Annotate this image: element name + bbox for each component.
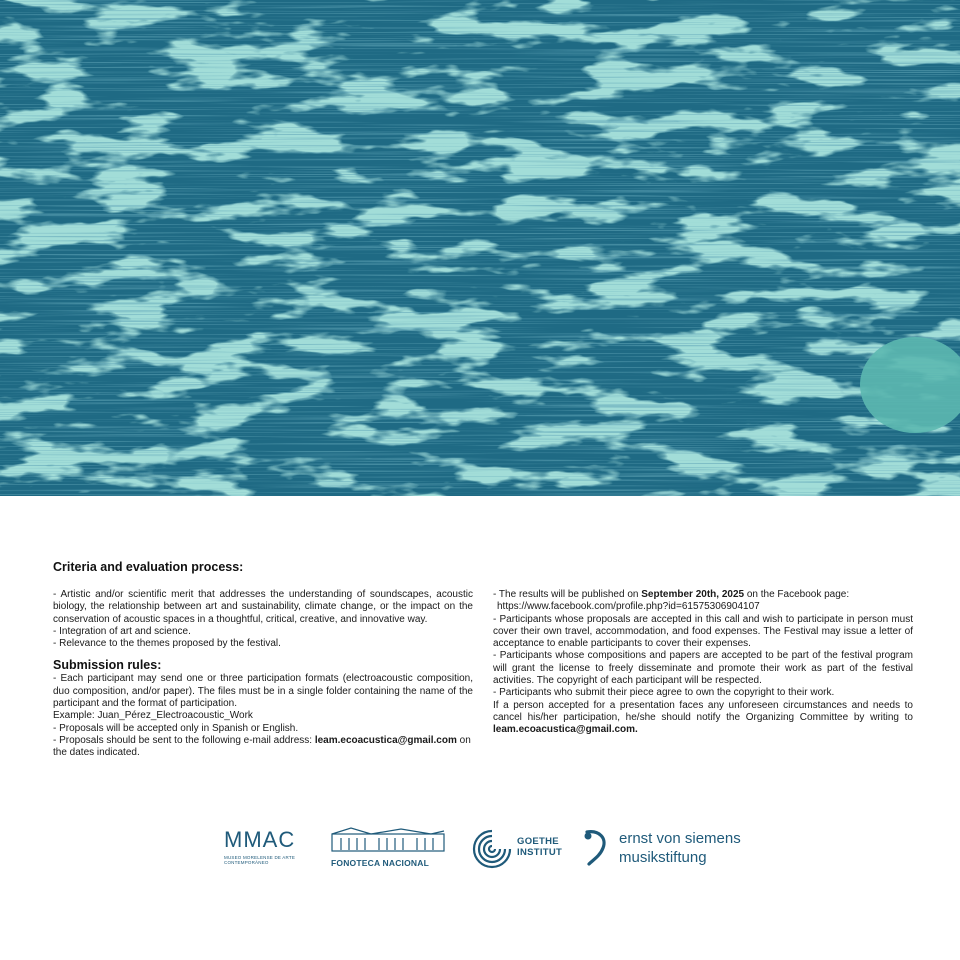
submission-item: - Proposals will be accepted only in Spanish or English. — [53, 722, 299, 734]
cancel-email-link[interactable]: leam.ecoacustica@gmail.com. — [493, 724, 638, 736]
mmac-letters: MMAC — [224, 827, 296, 852]
submission-heading: Submission rules: — [53, 658, 162, 673]
submission-example: Example: Juan_Pérez_Electroacoustic_Work — [53, 710, 253, 722]
left-column — [53, 560, 473, 760]
siemens-line2: musikstiftung — [619, 849, 707, 866]
criteria-item: - Artistic and/or scientific merit that addresses the understanding of soundscapes, acoustic biology, the relationship between art and sustainability, climate change, or the impact on the conservation of acoustic spaces in a thoughtful, critical, creative, and innovative way. — [53, 589, 473, 625]
results-intro: - The results will be published on — [493, 589, 642, 600]
submission-email-outro: on the dates indicated. — [53, 734, 471, 759]
goethe-logo — [471, 828, 563, 875]
goethe-line1: GOETHE — [517, 836, 559, 847]
goethe-name — [517, 836, 562, 858]
submission-email-link[interactable]: leam.ecoacustica@gmail.com — [314, 734, 457, 746]
fonoteca-building-icon — [331, 826, 445, 852]
siemens-line1: ernst von siemens — [619, 830, 741, 847]
goethe-spiral-icon — [471, 828, 513, 870]
siemens-clef-icon — [581, 826, 611, 868]
criteria-item: - Relevance to the themes proposed by the festival. — [53, 638, 281, 650]
mmac-subtitle: MUSEO MORELENSE DE ARTE CONTEMPORÁNEO — [224, 855, 296, 865]
license-item: - Participants whose compositions and papers are accepted to be part of the festival program will grant the license to freely disseminate and promote their work as part of the festival activities. The copyright of each participant will be respected. — [493, 650, 913, 687]
cancel-item — [493, 700, 913, 737]
copyright-item: - Participants who submit their piece agree to own the copyright to their work. — [493, 687, 835, 699]
fonoteca-name: FONOTECA NACIONAL — [331, 858, 429, 868]
criteria-heading: Criteria and evaluation process: — [53, 560, 244, 574]
submission-email-intro: - Proposals should be sent to the following e-mail address: — [53, 734, 315, 746]
submission-item-email — [53, 735, 473, 760]
mmac-logo — [224, 828, 314, 865]
right-column — [493, 589, 913, 737]
siemens-logo — [581, 826, 741, 873]
siemens-name — [619, 829, 741, 867]
sponsor-logos — [0, 820, 960, 880]
travel-item: - Participants whose proposals are accepted in this call and wish to participate in person must cover their own travel, accommodation, and food expenses. The Festival may issue a letter of acceptance to enable participants to cover their expenses. — [493, 613, 913, 650]
results-date: September 20th, 2025 — [641, 589, 745, 600]
fonoteca-logo — [331, 826, 445, 868]
cancel-text: If a person accepted for a presentation faces any unforeseen circumstances and needs to cancel his/her participation, he/she should notify the Organizing Committee by writing to — [493, 699, 913, 723]
submission-item: - Each participant may send one or three participation formats (electroacoustic composition, duo composition, and/or paper). The files must be in a single folder containing the name of the participant and the format of participation. — [53, 673, 473, 710]
results-item — [493, 589, 913, 601]
criteria-item: - Integration of art and science. — [53, 625, 191, 637]
facebook-link[interactable]: https://www.facebook.com/profile.php?id=61575306904107 — [497, 601, 760, 613]
goethe-line2: INSTITUT — [517, 847, 563, 858]
results-outro: on the Facebook page: — [744, 589, 850, 600]
